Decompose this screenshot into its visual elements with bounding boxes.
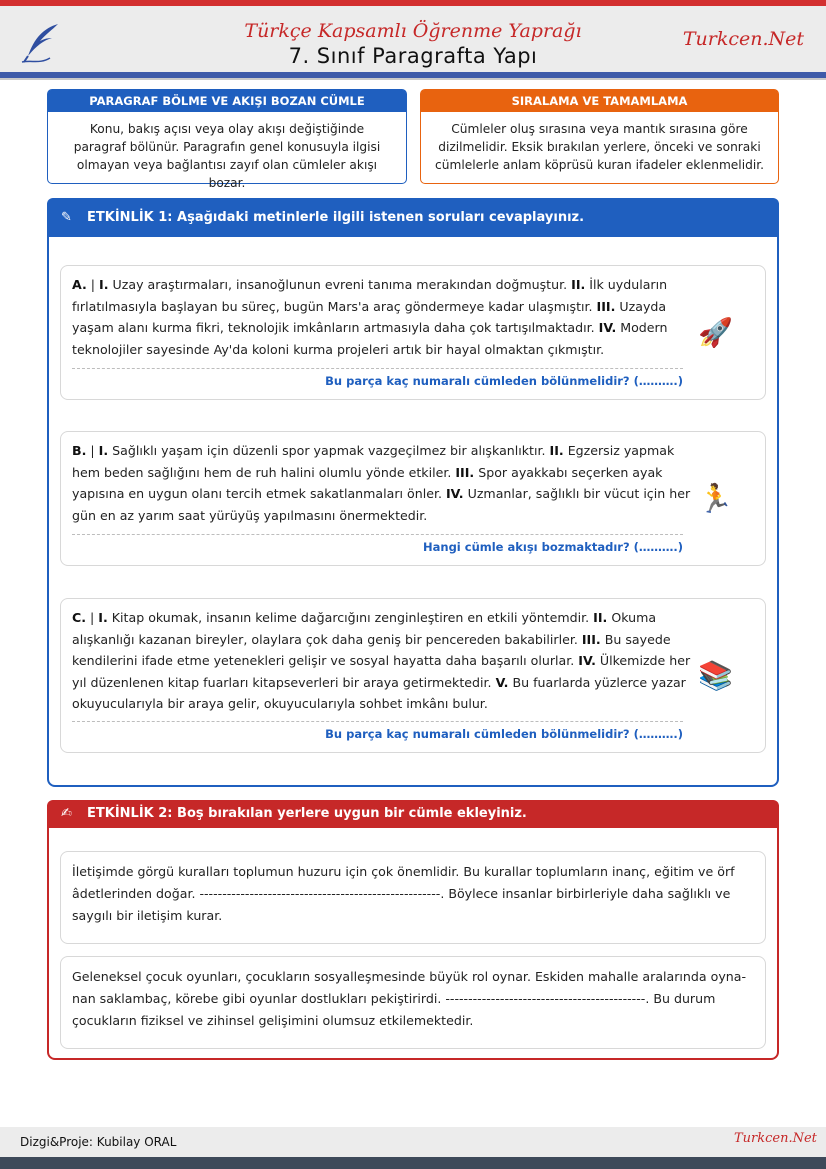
answer-divider <box>72 368 683 369</box>
fill-blank-card <box>60 851 766 944</box>
question-label: B. <box>72 443 87 458</box>
design-credit: Dizgi&Proje: Kubilay ORAL <box>20 1135 177 1149</box>
site-logo: Turkcen.Net <box>682 28 804 50</box>
info-box-paragraph-split <box>47 89 407 190</box>
answer-divider <box>72 534 683 535</box>
question-card-b <box>60 431 766 566</box>
activity1-title: ETKİNLİK 1: Aşağıdaki metinlerle ilgili istenen soruları cevaplayınız. <box>87 210 585 225</box>
question-prompt: Hangi cümle akışı bozmaktadır? (……….) <box>423 540 683 554</box>
info-box-text: Cümleler oluş sırasına veya mantık sırasına göre dizilmelidir. Eksik bırakılan yerlere, önceki ve sonraki cümlelerle anlam köprüsü kuran ifadeler eklenmelidir. <box>435 122 764 172</box>
rocket-icon: 🚀 <box>698 316 733 349</box>
books-icon: 📚 <box>698 659 733 692</box>
page-header <box>0 6 826 72</box>
question-prompt: Bu parça kaç numaralı cümleden bölünmelidir? (……….) <box>325 374 683 388</box>
question-text <box>72 440 692 526</box>
question-label: A. <box>72 277 87 292</box>
question-label: C. <box>72 610 87 625</box>
info-box-title: SIRALAMA VE TAMAMLAMA <box>421 90 778 112</box>
question-card-a <box>60 265 766 400</box>
runner-icon: 🏃 <box>698 482 733 515</box>
question-text <box>72 274 692 360</box>
activity2-header <box>47 800 779 828</box>
header-divider <box>0 78 826 80</box>
question-text <box>72 607 692 715</box>
fill-blank-text: Geleneksel çocuk oyunları, çocukların sosyalleşmesinde büyük rol oynar. Eskiden mahalle aralarında oyna-nan saklambaç, körebe gibi oyunlar dostlukları pekiştirirdi. --------------------------------------------. Bu durum çocukların fiziksel ve zihinsel gelişimini olumsuz etkilemektedir. <box>72 969 747 1028</box>
worksheet-subtitle: Türkçe Kapsamlı Öğrenme Yaprağı <box>244 20 582 42</box>
footer-dark-band <box>0 1157 826 1169</box>
worksheet-title: 7. Sınıf Paragrafta Yapı <box>288 44 538 68</box>
pencil-icon: ✎ <box>61 210 72 225</box>
info-box-title: PARAGRAF BÖLME VE AKIŞI BOZAN CÜMLE <box>48 90 406 112</box>
question-card-c <box>60 598 766 753</box>
activity1-header <box>47 198 779 237</box>
info-box-text: Konu, bakış açısı veya olay akışı değiştiğinde paragraf bölünür. Paragrafın genel konusuyla ilgisi olmayan veya bağlantısı zayıf olan cümleler akışı bozar. <box>73 122 381 190</box>
question-prompt: Bu parça kaç numaralı cümleden bölünmelidir? (……….) <box>325 727 683 741</box>
footer-logo: Turkcen.Net <box>734 1131 817 1146</box>
answer-divider <box>72 721 683 722</box>
question-paragraph: | I. Sağlıklı yaşam için düzenli spor yapmak vazgeçilmez bir alışkanlıktır. II. Egzersiz yapmak hem beden sağlığını hem de ruh halini olumlu yönde etkiler. III. Spor ayakkabı seçerken ayak yapısına en uygun olanı tercih etmek sakatlanmaları önler. IV. Uzmanlar, sağlıklı bir vücut için her gün en az yarım saat yürüyüş yapılmasını önermektedir. <box>72 443 691 523</box>
info-box-ordering <box>420 89 779 184</box>
activity2-title: ETKİNLİK 2: Boş bırakılan yerlere uygun bir cümle ekleyiniz. <box>87 806 527 821</box>
writing-hand-icon: ✍ <box>61 806 72 821</box>
fill-blank-text: İletişimde görgü kuralları toplumun huzuru için çok önemlidir. Bu kurallar toplumların inanç, eğitim ve örf âdetlerinden doğar. -----------------------------------------------------. Böylece insanlar birbirleriyle daha sağlıklı ve saygılı bir iletişim kurar. <box>72 864 735 923</box>
fill-blank-card <box>60 956 766 1049</box>
question-paragraph: | I. Kitap okumak, insanın kelime dağarcığını zenginleştiren en etkili yöntemdir. II. Okuma alışkanlığı kazanan bireyler, olaylara çok daha geniş bir pencereden bakabilirler. III. Bu sayede kendilerini ifade etme yetenekleri gelişir ve sosyal hayatta daha başarılı olurlar. IV. Ülkemizde her yıl düzenlenen kitap fuarları kitapseverleri bir araya getirmektedir. V. Bu fuarlarda yüzlerce yazar okuyucularıyla bir araya gelir, okuyucularıyla sohbet imkânı bulur. <box>72 610 691 711</box>
question-paragraph: | I. Uzay araştırmaları, insanoğlunun evreni tanıma merakından doğmuştur. II. İlk uyduların fırlatılmasıyla başlayan bu süreç, bugün Mars'a araç göndermeye kadar ulaşmıştır. III. Uzayda yaşam alanı kurma fikri, teknolojik imkânların artmasıyla daha çok tartışılmaktadır. IV. Modern teknolojiler sayesinde Ay'da koloni kurma projeleri artık bir hayal olmaktan çıkmıştır. <box>72 277 668 357</box>
